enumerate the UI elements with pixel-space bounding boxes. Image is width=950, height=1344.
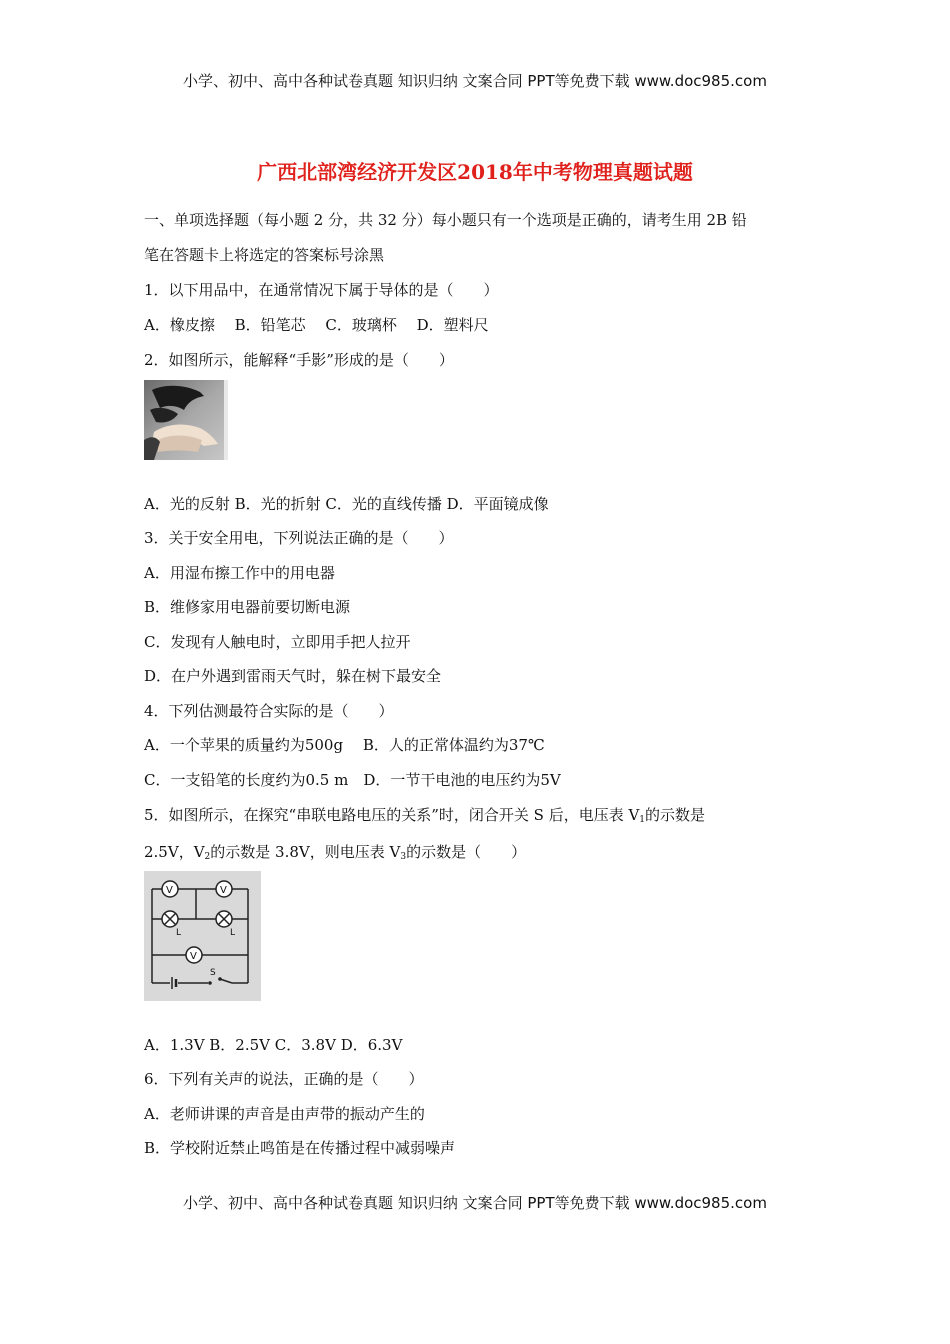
q3-option-d: D．在户外遇到雷雨天气时，躲在树下最安全 [144,667,442,685]
page-header: 小学、初中、高中各种试卷真题 知识归纳 文案合同 PPT等免费下载 www.doc985.com [183,72,767,90]
hand-shadow-image [144,380,228,460]
q3-option-b: B．维修家用电器前要切断电源 [144,598,351,616]
q6-stem: 6．下列有关声的说法，正确的是（ ） [144,1070,424,1088]
q2-options: A．光的反射 B．光的折射 C．光的直线传播 D．平面镜成像 [144,495,549,513]
v3-label: V [190,951,197,962]
l1-label: L [176,928,182,938]
q5-stem-line2: 2.5V，$V_2$的示数是 3.8V，则电压表 $V_3$的示数是（ ） [144,843,527,862]
q3-stem: 3．关于安全用电，下列说法正确的是（ ） [144,529,454,547]
switch-label: S [210,968,216,978]
q1-stem: 1．以下用品中，在通常情况下属于导体的是（ ） [144,281,499,299]
page-title: 广西北部湾经济开发区2018年中考物理真题试题 [257,160,693,184]
q4-options-cd: C．一支铅笔的长度约为0.5 m D．一节干电池的电压约为5V [144,771,561,789]
q6-option-a: A．老师讲课的声音是由声带的振动产生的 [144,1105,425,1123]
section-instructions-line2: 笔在答题卡上将选定的答案标号涂黑 [144,246,385,264]
q3-option-a: A．用湿布擦工作中的用电器 [144,564,335,582]
q4-options-ab: A．一个苹果的质量约为500g B．人的正常体温约为37℃ [144,736,545,754]
q1-options: A．橡皮擦 B．铅笔芯 C．玻璃杯 D．塑料尺 [144,316,489,334]
lamp-l1 [162,911,178,927]
q6-option-b: B．学校附近禁止鸣笛是在传播过程中减弱噪声 [144,1139,456,1157]
page-footer: 小学、初中、高中各种试卷真题 知识归纳 文案合同 PPT等免费下载 www.doc985.com [183,1194,767,1212]
v1-label: V [166,885,173,896]
v2-label: V [220,885,227,896]
q2-stem: 2．如图所示，能解释“手影”形成的是（ ） [144,351,454,369]
l2-label: L [230,928,236,938]
q5-stem-line1: 5．如图所示，在探究“串联电路电压的关系”时，闭合开关 S 后，电压表 $V_1$的示数是 [144,806,706,825]
q4-stem: 4．下列估测最符合实际的是（ ） [144,702,394,720]
q5-options: A．1.3V B．2.5V C．3.8V D．6.3V [144,1036,403,1054]
circuit-diagram [144,871,261,1001]
section-instructions-line1: 一、单项选择题（每小题 2 分，共 32 分）每小题只有一个选项是正确的，请考生用 2B 铅 [144,211,747,229]
lamp-l2 [216,911,232,927]
q3-option-c: C．发现有人触电时，立即用手把人拉开 [144,633,411,651]
